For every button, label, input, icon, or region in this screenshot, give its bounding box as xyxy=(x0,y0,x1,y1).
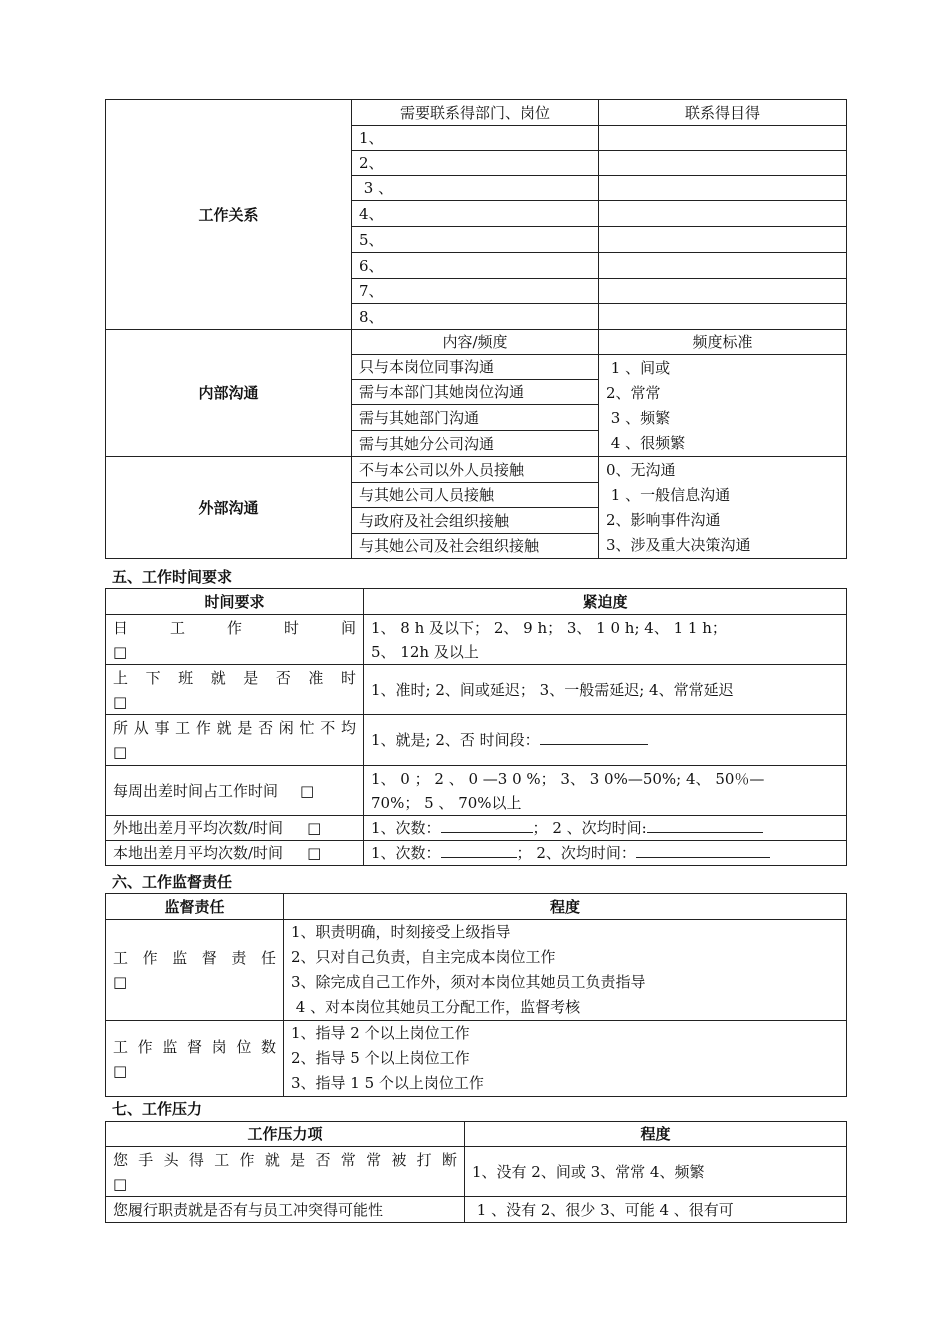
interruption-options: 1、没有 2、间或 3、常常 4、频繁 xyxy=(465,1147,847,1197)
interruption-label: 您 手 头 得 工 作 就 是 否 常 常 被 打 断 □ xyxy=(106,1147,465,1197)
avg-time-blank[interactable] xyxy=(647,818,763,833)
internal-standard-3: 3 、频繁 xyxy=(606,409,671,427)
weekly-travel-label: 每周出差时间占工作时间 □ xyxy=(106,766,364,816)
dept-row-1: 1、 xyxy=(352,126,599,151)
internal-item-1: 只与本岗位同事沟通 xyxy=(352,355,599,380)
purpose-cell-1[interactable] xyxy=(599,126,847,151)
local-travel-label: 本地出差月平均次数/时间 □ xyxy=(106,841,364,866)
purpose-cell-3[interactable] xyxy=(599,176,847,201)
purpose-cell-8[interactable] xyxy=(599,304,847,330)
external-item-4: 与其她公司及社会组织接触 xyxy=(352,534,599,559)
remote-travel-options: 1、次数： ； 2 、次均时间: xyxy=(364,816,847,841)
external-standard-1: 0、无沟通 xyxy=(606,461,676,479)
section5-title: 五、工作时间要求 xyxy=(112,568,233,586)
internal-standard-2: 2、常常 xyxy=(606,384,661,402)
supervision-resp-header: 监督责任 xyxy=(106,894,284,920)
dept-row-4: 4、 xyxy=(352,201,599,227)
external-item-1: 不与本公司以外人员接触 xyxy=(352,457,599,483)
dept-row-3: 3 、 xyxy=(352,176,599,201)
internal-item-3: 需与其她部门沟通 xyxy=(352,405,599,431)
internal-item-2: 需与本部门其她岗位沟通 xyxy=(352,380,599,405)
dept-row-5: 5、 xyxy=(352,227,599,253)
internal-item-4: 需与其她分公司沟通 xyxy=(352,431,599,457)
external-item-3: 与政府及社会组织接触 xyxy=(352,508,599,534)
dept-row-6: 6、 xyxy=(352,253,599,279)
purpose-cell-6[interactable] xyxy=(599,253,847,279)
purpose-column-header: 联系得目得 xyxy=(599,100,847,126)
checkbox-icon[interactable]: □ xyxy=(113,1174,128,1193)
work-pressure-table xyxy=(105,1121,847,1223)
count-blank[interactable] xyxy=(441,818,533,833)
supervision-degree-header: 程度 xyxy=(284,894,847,920)
dept-row-7: 7、 xyxy=(352,279,599,304)
workload-label: 所从事工作就是否闲忙不均 □ xyxy=(106,715,364,766)
pressure-item-header: 工作压力项 xyxy=(106,1122,465,1147)
time-requirement-header: 时间要求 xyxy=(106,589,364,615)
communication-table xyxy=(105,99,847,559)
punctuality-options: 1、准时; 2、间或延迟； 3、一般需延迟; 4、常常延迟 xyxy=(364,665,847,715)
internal-standard-4: 4 、很频繁 xyxy=(606,434,686,452)
frequency-standard-header: 频度标准 xyxy=(599,330,847,355)
pressure-degree-header: 程度 xyxy=(465,1122,847,1147)
supervision-resp-options: 1、职责明确，时刻接受上级指导 2、只对自己负责，自主完成本岗位工作 3、除完成自己工作外，须对本岗位其她员工负责指导 4 、对本岗位其她员工分配工作，监督考核 xyxy=(284,920,847,1021)
checkbox-icon[interactable]: □ xyxy=(300,781,315,800)
conflict-label: 您履行职责就是否有与员工冲突得可能性 xyxy=(106,1197,465,1223)
section6-title: 六、工作监督责任 xyxy=(112,873,233,891)
checkbox-icon[interactable]: □ xyxy=(307,819,322,837)
checkbox-icon[interactable]: □ xyxy=(113,1061,128,1080)
workload-options: 1、就是; 2、否 时间段： xyxy=(364,715,847,766)
checkbox-icon[interactable]: □ xyxy=(307,844,322,862)
content-frequency-header: 内容/频度 xyxy=(352,330,599,355)
conflict-options: 1 、没有 2、很少 3、可能 4 、很有可 xyxy=(465,1197,847,1223)
work-time-table xyxy=(105,588,847,866)
purpose-cell-4[interactable] xyxy=(599,201,847,227)
internal-standard-1: 1 、间或 xyxy=(606,359,671,377)
daily-hours-options: 1、 8 h 及以下； 2、 9 h； 3、 1 0 h; 4、 1 1 h； 5、 12h 及以上 xyxy=(364,615,847,665)
punctuality-label: 上 下 班 就 是 否 准 时 □ xyxy=(106,665,364,715)
time-period-blank[interactable] xyxy=(540,730,648,745)
dept-row-2: 2、 xyxy=(352,151,599,176)
internal-comm-label: 内部沟通 xyxy=(106,330,352,457)
checkbox-icon[interactable]: □ xyxy=(113,692,128,711)
external-item-2: 与其她公司人员接触 xyxy=(352,483,599,508)
urgency-header: 紧迫度 xyxy=(364,589,847,615)
external-comm-label: 外部沟通 xyxy=(106,457,352,559)
purpose-cell-5[interactable] xyxy=(599,227,847,253)
weekly-travel-options: 1、 0 ； 2 、 0 —3 0 %； 3、 3 0%—50%; 4、 50％— 70%； 5 、 70%以上 xyxy=(364,766,847,816)
purpose-cell-2[interactable] xyxy=(599,151,847,176)
checkbox-icon[interactable]: □ xyxy=(113,973,128,991)
external-standards xyxy=(599,457,847,559)
checkbox-icon[interactable]: □ xyxy=(113,642,128,661)
supervision-resp-label: 工 作 监 督 责 任 □ xyxy=(106,920,284,1021)
supervision-table xyxy=(105,893,847,1097)
local-travel-options: 1、次数： ； 2、次均时间： xyxy=(364,841,847,866)
external-standard-2: 1 、一般信息沟通 xyxy=(606,486,731,504)
avg-time-blank[interactable] xyxy=(636,843,770,858)
supervised-positions-label: 工 作 监 督 岗 位 数 □ xyxy=(106,1021,284,1097)
dept-row-8: 8、 xyxy=(352,304,599,330)
checkbox-icon[interactable]: □ xyxy=(113,743,128,761)
purpose-cell-7[interactable] xyxy=(599,279,847,304)
work-relations-label: 工作关系 xyxy=(106,100,352,330)
dept-column-header: 需要联系得部门、岗位 xyxy=(352,100,599,126)
section7-title: 七、工作压力 xyxy=(112,1100,203,1118)
external-standard-3: 2、影响事件沟通 xyxy=(606,511,721,529)
supervised-positions-options: 1、指导 2 个以上岗位工作 2、指导 5 个以上岗位工作 3、指导 1 5 个以上岗位工作 xyxy=(284,1021,847,1097)
count-blank[interactable] xyxy=(441,843,517,858)
internal-standards xyxy=(599,355,847,457)
daily-hours-label: 日 工 作 时 间 □ xyxy=(106,615,364,665)
remote-travel-label: 外地出差月平均次数/时间 □ xyxy=(106,816,364,841)
external-standard-4: 3、涉及重大决策沟通 xyxy=(606,536,751,554)
